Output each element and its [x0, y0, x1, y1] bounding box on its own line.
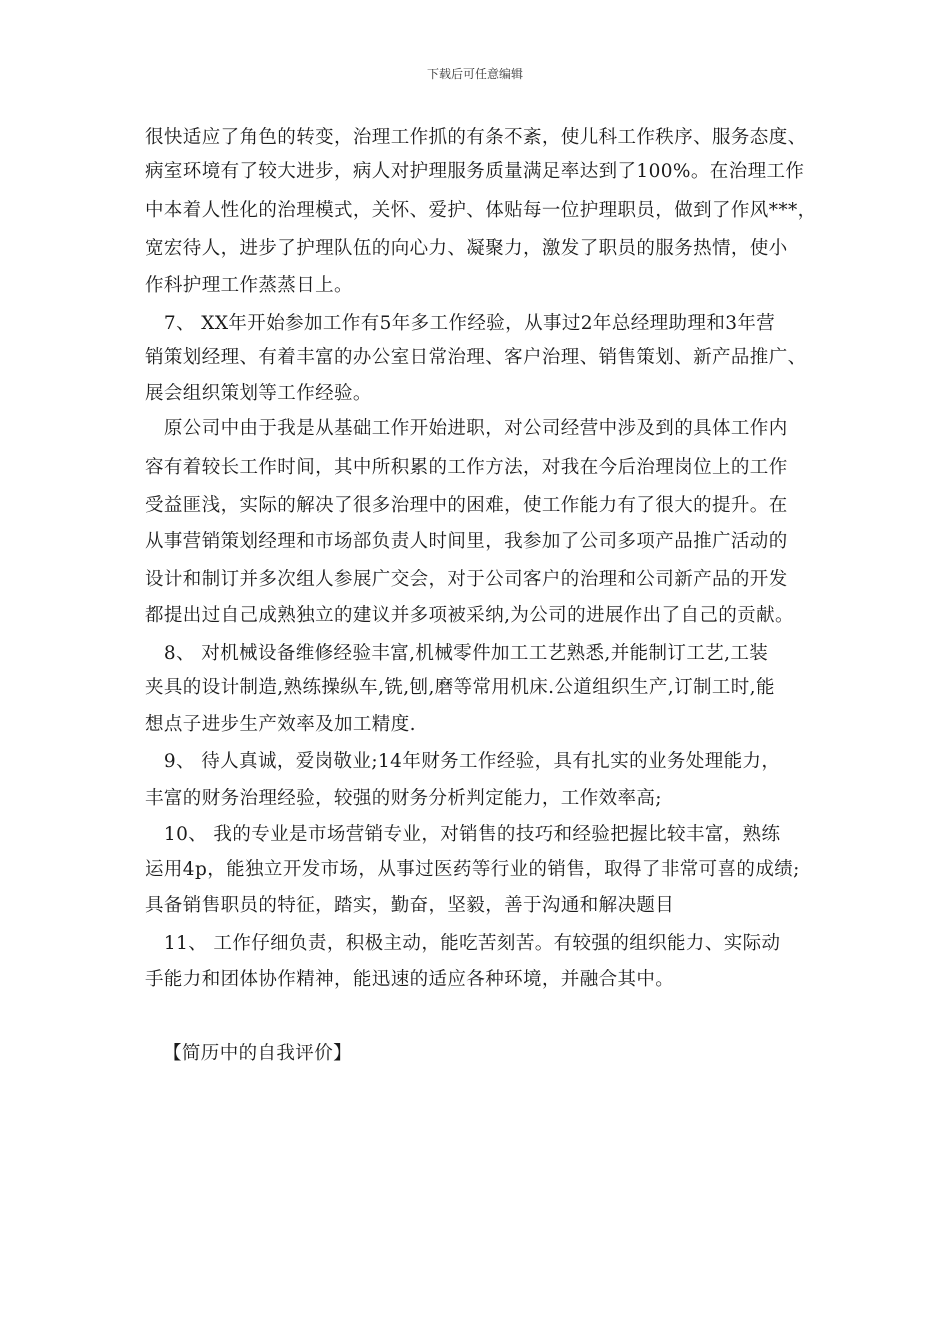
text-line: 手能力和团体协作精神，能迅速的适应各种环境，并融合其中。: [145, 969, 675, 990]
text-line: 作科护理工作蒸蒸日上。: [145, 275, 353, 296]
text-line: 丰富的财务治理经验，较强的财务分析判定能力，工作效率高;: [145, 788, 662, 809]
text-line: 9、 待人真诚，爱岗敬业;14年财务工作经验，具有扎实的业务处理能力，: [145, 751, 781, 772]
text-line: 从事营销策划经理和市场部负责人时间里，我参加了公司多项产品推广活动的: [145, 531, 788, 552]
page-header-note: 下载后可任意编辑: [426, 67, 523, 81]
text-line: 想点子进步生产效率及加工精度.: [145, 714, 416, 735]
text-line: 夹具的设计制造,熟练操纵车,铣,刨,磨等常用机床.公道组织生产,订制工时,能: [145, 677, 775, 698]
text-line: 10、 我的专业是市场营销专业，对销售的技巧和经验把握比较丰富，熟练: [145, 824, 781, 845]
section-heading: 【简历中的自我评价】: [163, 1043, 353, 1064]
text-line: 容有着较长工作时间，其中所积累的工作方法，对我在今后治理岗位上的工作: [145, 457, 788, 478]
text-line: 中本着人性化的治理模式，关怀、爱护、体贴每一位护理职员，做到了作风***，: [145, 200, 817, 221]
text-line: 运用4p，能独立开发市场，从事过医药等行业的销售，取得了非常可喜的成绩;: [145, 859, 800, 880]
text-line: 8、 对机械设备维修经验丰富,机械零件加工工艺熟悉,并能制订工艺,工装: [145, 643, 769, 664]
text-line: 病室环境有了较大进步，病人对护理服务质量满足率达到了100%。在治理工作: [145, 161, 805, 182]
text-line: 销策划经理、有着丰富的办公室日常治理、客户治理、销售策划、新产品推广、: [145, 347, 807, 368]
text-line: 展会组织策划等工作经验。: [145, 383, 372, 404]
text-line: 11、 工作仔细负责，积极主动，能吃苦刻苦。有较强的组织能力、实际动: [145, 933, 781, 954]
text-line: 受益匪浅，实际的解决了很多治理中的困难，使工作能力有了很大的提升。在: [145, 495, 788, 516]
text-line: 很快适应了角色的转变，治理工作抓的有条不紊，使儿科工作秩序、服务态度、: [145, 127, 807, 148]
text-line: 设计和制订并多次组人参展广交会，对于公司客户的治理和公司新产品的开发: [145, 569, 788, 590]
text-line: 都提出过自己成熟独立的建议并多项被采纳,为公司的进展作出了自己的贡献。: [145, 605, 794, 626]
text-line: 具备销售职员的特征，踏实，勤奋，坚毅，善于沟通和解决题目: [145, 895, 675, 916]
text-line: 宽宏待人，进步了护理队伍的向心力、凝聚力，激发了职员的服务热情，使小: [145, 238, 788, 259]
text-line: 7、 XX年开始参加工作有5年多工作经验，从事过2年总经理助理和3年营: [145, 313, 776, 334]
text-line: 原公司中由于我是从基础工作开始进职，对公司经营中涉及到的具体工作内: [145, 418, 788, 439]
